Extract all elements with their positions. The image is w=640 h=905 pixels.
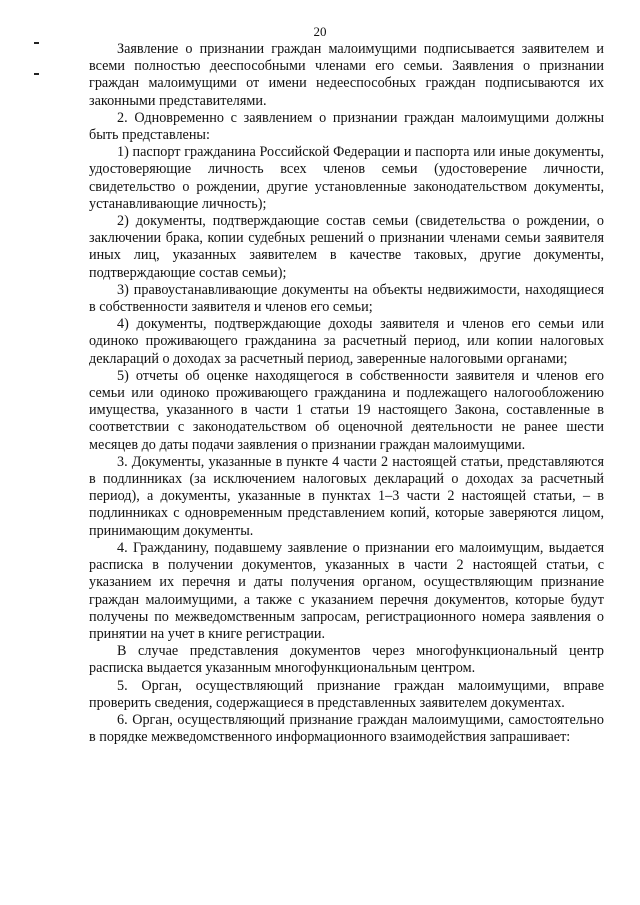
list-item-family-documents: 2) документы, подтверждающие состав семьи (свидетельства о рождении, о заключении брака, копии судебных решений о признании членами семьи заявителя иных лиц, указанных заявителем в качестве таковых, другие документы, подтверждающие состав семьи); [89, 213, 604, 281]
paragraph-section-3: 3. Документы, указанные в пункте 4 части 2 настоящей статьи, представляются в подлинниках (за исключением налоговых деклараций о доходах за расчетный период), а документы, указанные в пунктах 1–3 части 2 настоящей статьи, – в подлинниках с одновременным представлением копий, которые заверяются лицом, принимающим документы. [89, 453, 604, 539]
paragraph-mfc-receipt: В случае представления документов через многофункциональный центр расписка выдается указанным многофункциональным центром. [89, 643, 604, 677]
list-item-passport: 1) паспорт гражданина Российской Федерации и паспорта или иные документы, удостоверяющие личность всех членов семьи (удостоверение личности, свидетельство о рождении, другие установленные законодательством документы, устанавливающие личность); [89, 144, 604, 212]
page-number: 20 [313, 24, 327, 39]
list-item-income-documents: 4) документы, подтверждающие доходы заявителя и членов его семьи или одиноко проживающего гражданина за расчетный период, или копии налоговых деклараций о доходах за расчетный период, заверенные налоговыми органами; [89, 316, 604, 367]
paragraph-section-5: 5. Орган, осуществляющий признание граждан малоимущими, вправе проверить сведения, содержащиеся в представленных заявителем документах. [89, 677, 604, 711]
list-item-valuation-reports: 5) отчеты об оценке находящегося в собственности заявителя и членов его семьи или одиноко проживающего гражданина и подлежащего налогообложению имущества, указанного в части 1 статьи 19 настоящего Закона, составленные в соответствии с законодательством об оценочной деятельности не ранее шести месяцев до даты подачи заявления о признании граждан малоимущими. [89, 367, 604, 453]
margin-mark [34, 73, 39, 75]
margin-mark [34, 42, 39, 44]
paragraph-section-2: 2. Одновременно с заявлением о признании граждан малоимущими должны быть представлены: [89, 109, 604, 144]
paragraph-signature-rules: Заявление о признании граждан малоимущими подписывается заявителем и всеми полностью дееспособными членами его семьи. Заявления о признании граждан малоимущими от имени недееспособных граждан подписываются их законными представителями. [89, 41, 604, 109]
paragraph-section-4: 4. Гражданину, подавшему заявление о признании его малоимущим, выдается расписка в получении документов, указанных в части 2 настоящей статьи, с указанием их перечня и даты получения органом, осуществляющим признание граждан малоимущими, а также с указанием перечня документов, которые будут получены по межведомственным запросам, регистрационного номера заявления о принятии на учет в книге регистрации. [89, 539, 604, 642]
list-item-property-documents: 3) правоустанавливающие документы на объекты недвижимости, находящиеся в собственности заявителя и членов его семьи; [89, 281, 604, 316]
document-body [89, 41, 604, 746]
paragraph-section-6: 6. Орган, осуществляющий признание граждан малоимущими, самостоятельно в порядке межведомственного информационного взаимодействия запрашивает: [89, 711, 604, 746]
